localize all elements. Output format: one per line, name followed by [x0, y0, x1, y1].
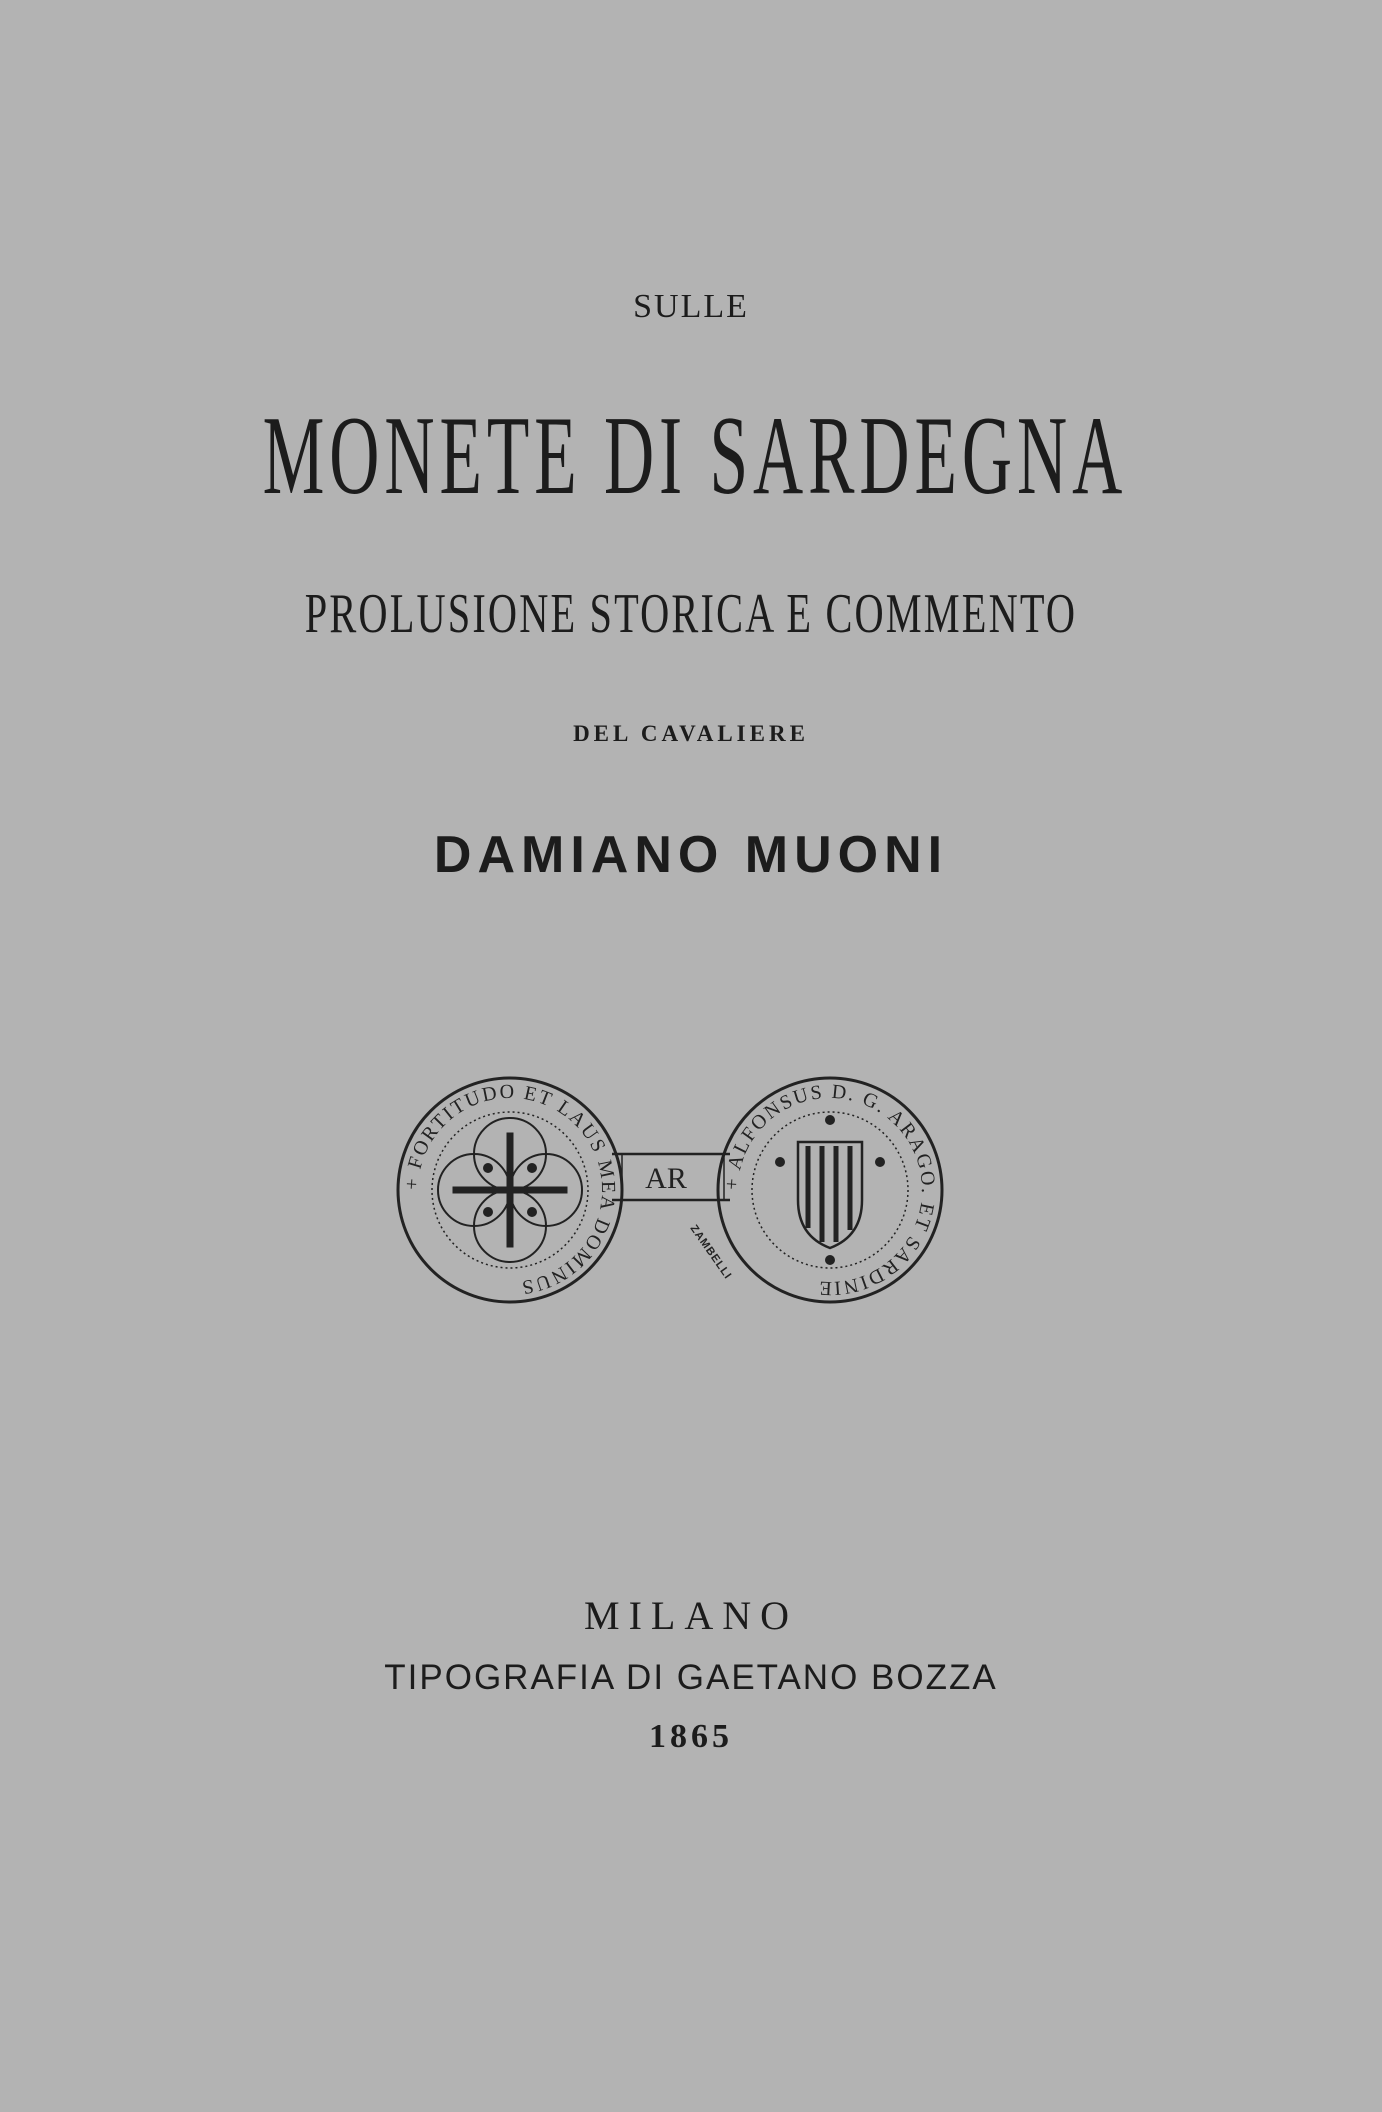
engraver-signature: ZAMBELLI [687, 1222, 734, 1282]
coin-illustration [390, 1050, 950, 1330]
main-title: MONETE DI SARDEGNA [262, 394, 1128, 518]
metal-mark: AR [645, 1162, 687, 1195]
author-prefix: DEL CAVALIERE [573, 721, 809, 746]
coin-obverse [398, 1078, 622, 1302]
author-name: DAMIANO MUONI [433, 826, 949, 884]
subtitle: PROLUSIONE STORICA E COMMENTO [304, 583, 1078, 645]
reverse-legend-text: + ALFONSUS D. G. ARAGO. ET SARDINIE [720, 1080, 940, 1300]
obverse-legend-text: + FORTITUDO ET LAUS MEA DOMINUS [400, 1080, 620, 1299]
pre-title: SULLE [633, 288, 749, 325]
coin-reverse [718, 1078, 942, 1302]
cross-icon [456, 1136, 564, 1244]
imprint-printer: TIPOGRAFIA DI GAETANO BOZZA [384, 1658, 998, 1697]
imprint-year: 1865 [649, 1718, 733, 1755]
imprint-city: MILANO [584, 1593, 798, 1638]
reverse-legend [721, 1081, 939, 1299]
shield-icon [798, 1142, 862, 1248]
